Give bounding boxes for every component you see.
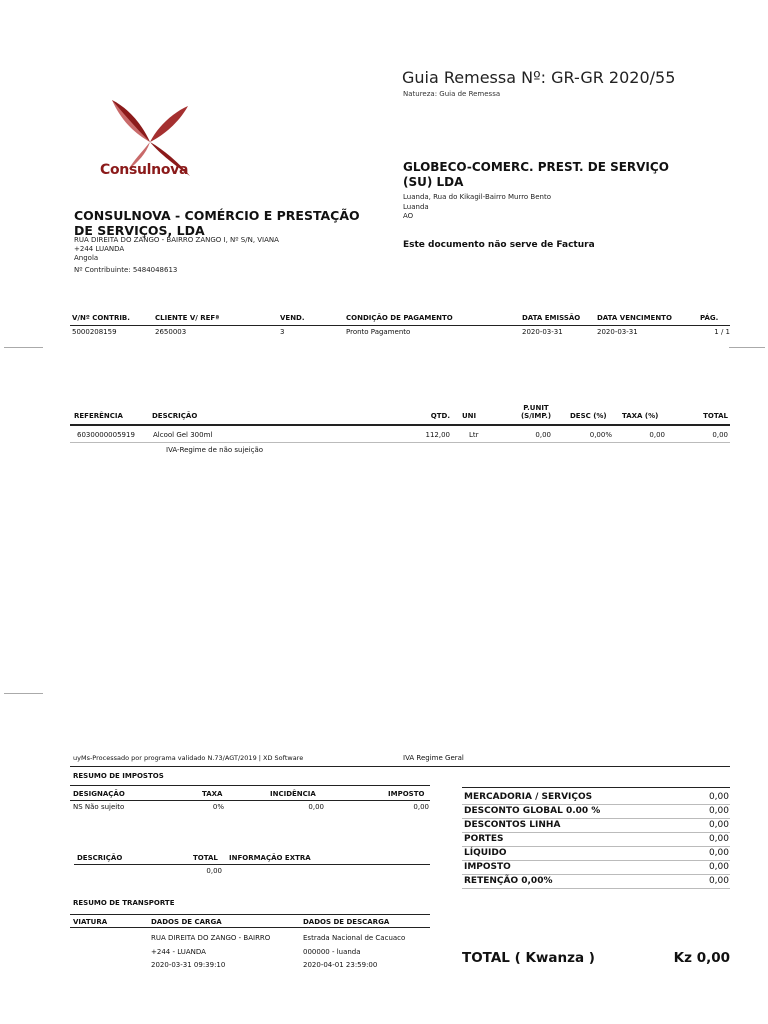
client-name — [403, 160, 669, 190]
company-logo — [98, 96, 198, 182]
transport-top-divider — [70, 914, 430, 915]
taxes-header-taxa: TAXA — [202, 790, 223, 798]
item-row-divider — [70, 442, 730, 443]
fold-mark-left-top — [4, 347, 43, 348]
taxes-imposto: 0,00 — [413, 803, 429, 811]
summary-label: PORTES — [464, 834, 504, 844]
item-desc: Alcool Gel 300ml — [153, 431, 213, 439]
summary-row-divider — [462, 818, 730, 819]
fold-mark-left-bottom — [4, 693, 43, 694]
summary-label: DESCONTO GLOBAL 0.00 % — [464, 806, 601, 816]
company-address2: +244 LUANDA — [74, 245, 125, 253]
extra-header-info: INFORMAÇÃO EXTRA — [229, 854, 311, 862]
info-header-cliente: CLIENTE V/ REFª — [155, 314, 220, 322]
taxes-title: RESUMO DE IMPOSTOS — [73, 772, 164, 780]
item-qtd: 112,00 — [425, 431, 450, 439]
info-value-vencimento: 2020-03-31 — [597, 328, 638, 336]
items-header-qtd: QTD. — [430, 412, 450, 420]
info-header-pag: PÁG. — [700, 314, 719, 322]
company-name-line2: DE SERVIÇOS, LDA — [74, 223, 205, 238]
company-address-block — [74, 236, 279, 275]
summary-value: 0,00 — [708, 792, 729, 802]
transport-descarga-date: 2020-04-01 23:59:00 — [303, 961, 378, 969]
summary-label: MERCADORIA / SERVIÇOS — [464, 792, 593, 802]
client-address-block — [403, 193, 551, 222]
software-info: uyMs-Processado por programa validado N.73/AGT/2019 | XD Software — [73, 754, 304, 762]
transport-carga-block — [151, 932, 270, 973]
company-address1: RUA DIREITA DO ZANGO - BAIRRO ZANGO I, Nº S/N, VIANA — [74, 236, 279, 244]
item-iva-note: IVA-Regime de não sujeição — [166, 446, 264, 454]
company-country: Angola — [74, 254, 99, 262]
company-name-line1: CONSULNOVA - COMÉRCIO E PRESTAÇÃO — [74, 208, 360, 223]
items-header-punit-line1: P.UNIT — [523, 404, 549, 412]
client-name-line1: GLOBECO-COMERC. PREST. DE SERVIÇO — [403, 160, 669, 174]
info-value-pagamento: Pronto Pagamento — [346, 328, 411, 336]
transport-carga-city: +244 - LUANDA — [151, 947, 206, 956]
summary-label: LÍQUIDO — [464, 848, 507, 858]
summary-row-divider — [462, 846, 730, 847]
items-header-punit — [506, 404, 566, 420]
item-punit: 0,00 — [535, 431, 551, 439]
document-nature: Natureza: Guia de Remessa — [403, 90, 501, 98]
transport-descarga-block — [303, 932, 405, 973]
transport-header-viatura: VIATURA — [73, 918, 108, 926]
summary-label: RETENÇÃO 0,00% — [464, 876, 553, 886]
transport-title: RESUMO DE TRANSPORTE — [73, 899, 175, 907]
summary-value: 0,00 — [708, 834, 729, 844]
items-header-total: TOTAL — [703, 412, 728, 420]
client-address1: Luanda, Rua do Kikagil-Bairro Murro Bento — [403, 193, 551, 201]
summary-label: IMPOSTO — [464, 862, 511, 872]
summary-row-divider — [462, 888, 730, 889]
grand-total-label: TOTAL ( Kwanza ) — [462, 950, 595, 966]
summary-value: 0,00 — [708, 876, 729, 886]
info-header-vencimento: DATA VENCIMENTO — [597, 314, 672, 322]
summary-label: DESCONTOS LINHA — [464, 820, 561, 830]
company-name — [74, 208, 360, 238]
transport-carga-date: 2020-03-31 09:39:10 — [151, 961, 226, 969]
info-value-pag: 1 / 1 — [714, 328, 730, 336]
info-header-emissao: DATA EMISSÃO — [522, 314, 581, 322]
client-address2: Luanda — [403, 202, 429, 211]
info-header-vend: VEND. — [280, 314, 305, 322]
extra-header-total: TOTAL — [193, 854, 218, 862]
company-nif: Nº Contribuinte: 5484048613 — [74, 266, 178, 274]
item-ref: 6030000005919 — [77, 431, 135, 439]
summary-row-divider — [462, 832, 730, 833]
taxes-header-designacao: DESIGNAÇÃO — [73, 790, 125, 798]
transport-header-descarga: DADOS DE DESCARGA — [303, 918, 390, 926]
item-taxa: 0,00 — [649, 431, 665, 439]
taxes-designacao: NS Não sujeito — [73, 803, 125, 811]
summary-value: 0,00 — [708, 862, 729, 872]
items-header-taxa: TAXA (%) — [622, 412, 659, 420]
items-header-desc: DESCRIÇÃO — [152, 412, 198, 420]
taxes-header-divider — [70, 800, 430, 801]
item-uni: Ltr — [469, 431, 479, 439]
info-value-cliente: 2650003 — [155, 328, 187, 336]
logo-text: Consulnova — [100, 162, 189, 178]
items-header-divider — [70, 424, 730, 426]
extra-total-value: 0,00 — [206, 867, 222, 875]
transport-header-carga: DADOS DE CARGA — [151, 918, 222, 926]
client-name-line2: (SU) LDA — [403, 175, 464, 189]
transport-descarga-address: Estrada Nacional de Cacuaco — [303, 934, 406, 942]
summary-row-divider — [462, 804, 730, 805]
items-header-descpct: DESC (%) — [570, 412, 607, 420]
info-value-emissao: 2020-03-31 — [522, 328, 563, 336]
taxes-header-imposto: IMPOSTO — [388, 790, 425, 798]
footer-divider — [70, 766, 730, 767]
info-header-pagamento: CONDIÇÃO DE PAGAMENTO — [346, 314, 453, 322]
item-descpct: 0,00% — [589, 431, 612, 439]
grand-total-value: Kz 0,00 — [673, 950, 730, 966]
summary-value: 0,00 — [708, 806, 729, 816]
not-invoice-note: Este documento não serve de Factura — [403, 240, 595, 250]
transport-header-divider — [70, 927, 430, 928]
fold-mark-right-top — [729, 347, 765, 348]
info-header-contrib: V/Nº CONTRIB. — [72, 314, 130, 322]
summary-value: 0,00 — [708, 820, 729, 830]
summary-value: 0,00 — [708, 848, 729, 858]
summary-row-divider — [462, 860, 730, 861]
items-header-uni: UNI — [462, 412, 477, 420]
info-header-divider — [70, 325, 730, 326]
taxes-header-incidencia: INCIDÊNCIA — [270, 790, 316, 798]
extra-header-divider — [74, 864, 430, 865]
transport-carga-address: RUA DIREITA DO ZANGO - BAIRRO — [151, 934, 271, 942]
extra-header-descricao: DESCRIÇÃO — [77, 854, 123, 862]
transport-descarga-city: 000000 - luanda — [303, 947, 361, 956]
info-value-contrib: 5000208159 — [72, 328, 117, 336]
item-total: 0,00 — [712, 431, 728, 439]
items-header-punit-line2: (S/IMP.) — [520, 412, 552, 420]
taxes-incidencia: 0,00 — [308, 803, 324, 811]
taxes-taxa: 0% — [212, 803, 224, 811]
client-country: AO — [403, 212, 414, 220]
iva-regime: IVA Regime Geral — [403, 754, 464, 762]
taxes-title-divider — [70, 785, 430, 786]
info-value-vend: 3 — [280, 328, 285, 336]
document-title: Guia Remessa Nº: GR-GR 2020/55 — [402, 68, 676, 87]
summary-top-divider — [462, 787, 730, 788]
items-header-ref: REFERÊNCIA — [74, 412, 123, 420]
summary-row-divider — [462, 874, 730, 875]
